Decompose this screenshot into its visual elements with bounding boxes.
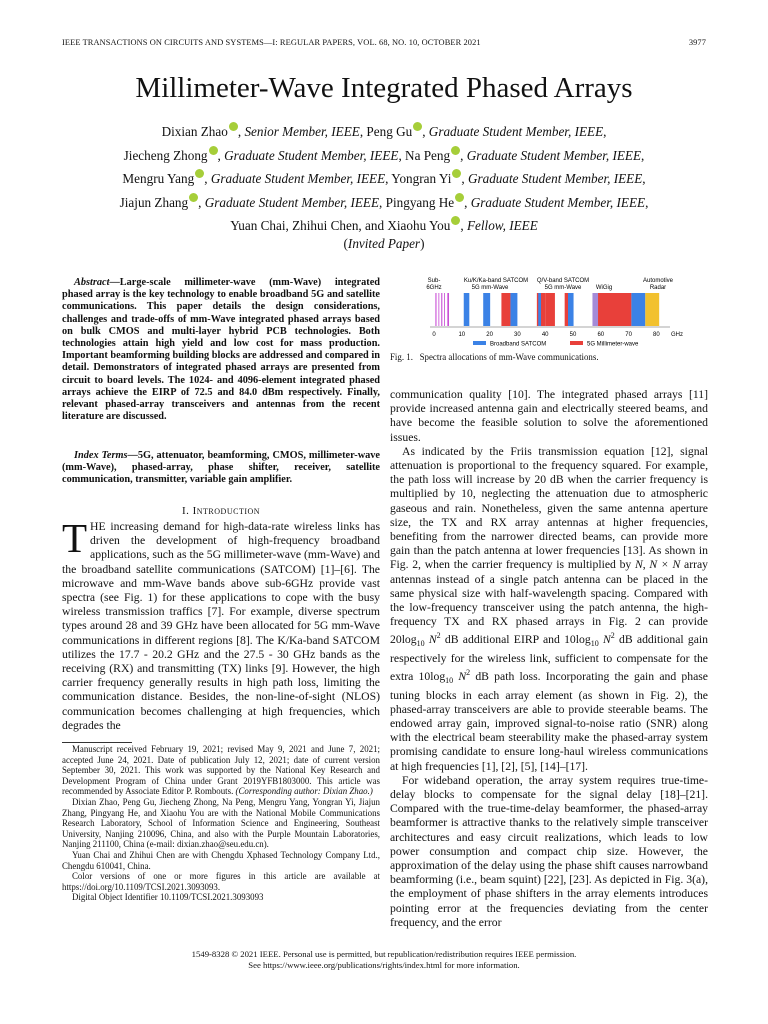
orcid-icon[interactable]	[209, 146, 218, 155]
tick-label: 10	[458, 332, 466, 338]
label-sub6: Sub-6GHz	[426, 278, 442, 291]
footnotes	[62, 744, 380, 903]
label-automotive-radar: Automotive Radar	[642, 278, 674, 291]
spectrum-band	[501, 293, 510, 326]
spectrum-band	[565, 293, 568, 326]
paragraph: communication quality [10]. The integrated phased arrays [11] provide increased antenna gain and electrically steered beams, and have become the feasible solution to solve the aforementioned issues.	[390, 388, 708, 444]
label-wigig: WiGig	[595, 285, 613, 291]
paragraph: As indicated by the Friis transmission equation [12], signal attenuation is proportional to the frequency squared. For example, the path loss will increase by 20 dB when the carrier frequency is multiplied by 10, neglecting the attenuation due to atmospheric gaseous and rain. Nonetheless, given the same antenna aperture size, the TX and RX array antennas at higher frequencies, benefiting from the narrower directed beams, can provide more gain than the patch antenna at lower frequencies [13]. As shown in Fig. 2, when the carrier frequency is multiplied by N, N × N array antennas instead of a single patch antenna can be placed in the same physical size with half-wavelength spacing. Compared with the low-frequency transceiver using the patch antenna, the high-frequency TX and RX phased arrays in Fig. 2 can provide $20\log_{10}$ $N^2$ dB additional EIRP and $10\log_{10}$ $N^2$ dB additional gain respectively for the wireless link, sufficient to compensate for the extra $10\log_{10}$ $N^2$ dB path loss. Incorporating the gain and phase tuning blocks in each array element (as shown in Fig. 2), the phased-array transceivers are able to provide steerable beams. The endowed array gain, improved signal-to-noise ratio (SNR) along with the electrical beam steerability make the phased-array system promising candidate to ensure long-haul wireless communications at high frequencies [1], [2], [5], [14]–[17].	[390, 444, 709, 773]
journal-name: IEEE TRANSACTIONS ON CIRCUITS AND SYSTEMS—I: REGULAR PAPERS, VOL. 68, NO. 10, OCTOBER 2021	[62, 38, 481, 47]
tick-label: 20	[486, 332, 493, 338]
footnote-manuscript: Manuscript received February 19, 2021; revised May 9, 2021 and June 7, 2021; accepted June 24, 2021. Date of publication July 12, 2021; date of current version September 30, 2021. This work was supported by the National Key Research and Development Program of China under Grant 2019YFB1803000. This article was recommended by Associate Editor P. Rombouts. (Corresponding author: Dixian Zhao.)	[62, 744, 380, 797]
tick-label: 40	[541, 332, 549, 338]
index-terms-text: 5G, attenuator, beamforming, CMOS, millimeter-wave (mm-Wave), phased-array, phase shifter, receiver, satellite communication, transmitter, variable gain amplifier.	[62, 450, 380, 486]
copyright-notice: 1549-8328 © 2021 IEEE. Personal use is permitted, but republication/redistribution requires IEEE permission. See https://www.ieee.org/publications/rights/index.html for more information.	[191, 949, 577, 970]
tick-label: 0	[432, 332, 436, 338]
author-entry: Yuan Chai, Zhihui Chen, and Xiaohu You , Fellow, IEEE	[230, 218, 538, 234]
orcid-icon[interactable]	[195, 169, 204, 178]
tick-label: 50	[569, 332, 577, 338]
frequency-ticks	[432, 332, 660, 338]
spectrum-band	[438, 293, 439, 326]
drop-cap: T	[62, 515, 88, 561]
figure-1-caption: Fig. 1. Spectra allocations of mm-Wave communications.	[390, 352, 599, 362]
legend-swatch-mmwave	[570, 341, 583, 345]
legend-satcom: Broadband SATCOM	[490, 341, 547, 348]
footnote-affiliation: Dixian Zhao, Peng Gu, Jiecheng Zhong, Na Peng, Mengru Yang, Yongran Yi, Jiajun Zhang, Pingyang He, and Xiaohu You are with the National Mobile Communications Research Laboratory, School of Information Science and Engineering, Southeast University, Nanjing 210096, China, and also with the Purple Mountain Laboratories, Nanjing 211100, China (e-mail: dixian.zhao@seu.edu.cn).	[62, 796, 380, 850]
author-entry: Pingyang He , Graduate Student Member, IEEE,	[385, 194, 649, 210]
page-number: 3977	[688, 38, 706, 47]
right-column-text	[390, 388, 708, 930]
label-5g-mmwave-2: 5G mm-Wave	[544, 285, 582, 291]
legend-swatch-satcom	[473, 341, 486, 345]
section-heading: I. Introduction	[181, 505, 261, 517]
spectrum-band	[598, 293, 631, 326]
spectrum-band	[447, 293, 449, 326]
orcid-icon[interactable]	[451, 146, 460, 155]
tick-label: 60	[597, 332, 605, 338]
orcid-icon[interactable]	[229, 122, 238, 131]
spectrum-band	[483, 293, 490, 326]
spectrum-band	[464, 293, 470, 326]
spectrum-band	[545, 293, 555, 326]
axis-unit: GHz	[671, 332, 683, 338]
invited-paper-note: (Invited Paper)	[343, 236, 425, 251]
label-ku-k-ka-satcom: Ku/K/Ka-band SATCOM	[463, 278, 529, 284]
figure-1-spectrum	[420, 276, 690, 356]
tick-label: 70	[625, 332, 632, 338]
spectrum-band	[631, 293, 645, 326]
author-entry: Jiecheng Zhong , Graduate Student Member, IEEE,	[123, 147, 406, 163]
author-entry: Peng Gu , Graduate Student Member, IEEE,	[366, 124, 607, 139]
abstract-text: Large-scale millimeter-wave (mm-Wave) integrated phased array is the key technology to enable broadband 5G and satellite communications. This paper details the design considerations, challenges and trade-offs of mm-Wave integrated phased arrays based on bulk CMOS and multi-layer hybrid PCB technologies. Both technologies attain high yield and low cost for mass production. Important beamforming building blocks are addressed and compared in detail. Demonstrators of integrated phased arrays are presented from circuit to board levels. The 1024- and 4096-element integrated phased arrays achieve the EIRP of 72.5 and 84.0 dBm respectively. Finally, relevant phased-array transceivers and antennas from the recent literature are discussed.	[62, 277, 380, 423]
running-head	[62, 38, 706, 47]
label-qv-satcom: Q/V-band SATCOM	[536, 278, 590, 284]
tick-label: 80	[653, 332, 660, 338]
author-entry: Mengru Yang , Graduate Student Member, IEEE,	[122, 171, 392, 187]
spectrum-band	[510, 293, 517, 326]
intro-paragraph: THE increasing demand for high-data-rate wireless links has driven the development of high-frequency broadband applications, such as the 5G millimeter-wave (mm-Wave) and the broadband satellite communications (SATCOM) [1]–[6]. The microwave and mm-Wave bands above sub-6GHz provide vast spectra (see Fig. 1) for these applications to cope with the busy wireless transmission traffics [7]. For example, diverse spectrum types around 28 and 39 GHz have been allocated for 5G mm-Wave communications in different regions [8]. The K/Ka-band SATCOM utilizes the 17.7 - 20.2 GHz and the 27.5 - 30 GHz bands as the receiving (RX) and transmitting (TX) links [9]. However, the high carrier frequency generally results in high path loss, limiting the communication distance. Besides, the non-line-of-sight (NLOS) communication becomes challenging at high frequencies, which degrades the	[62, 515, 380, 732]
abstract-label: Abstract	[74, 277, 110, 288]
author-list	[70, 120, 698, 238]
spectrum-band	[441, 293, 442, 326]
abstract: Abstract—Large-scale millimeter-wave (mm-Wave) integrated phased array is the key technology to enable broadband 5G and satellite communications. This paper details the design considerations, challenges and trade-offs of mm-Wave integrated phased arrays based on bulk CMOS and multi-layer hybrid PCB technologies. Both technologies attain high yield and low cost for mass production. Important beamforming building blocks are addressed and compared in detail. Demonstrators of integrated phased arrays are presented from circuit to board levels. The 1024- and 4096-element integrated phased arrays achieve the EIRP of 72.5 and 84.0 dBm respectively. Finally, relevant phased-array transceivers and antennas from the recent literature are discussed.	[62, 277, 380, 423]
paper-title: Millimeter-Wave Integrated Phased Arrays	[135, 72, 633, 104]
label-5g-mmwave-1: 5G mm-Wave	[471, 285, 509, 291]
orcid-icon[interactable]	[189, 193, 198, 202]
spectrum-band	[444, 293, 445, 326]
orcid-icon[interactable]	[452, 169, 461, 178]
orcid-icon[interactable]	[451, 216, 460, 225]
footnote-doi: Digital Object Identifier 10.1109/TCSI.2021.3093093	[72, 892, 264, 903]
author-entry: Yongran Yi , Graduate Student Member, IEEE,	[391, 171, 646, 187]
author-entry: Na Peng , Graduate Student Member, IEEE,	[405, 147, 645, 163]
footnote-divider	[62, 742, 132, 743]
spectrum-band	[592, 293, 598, 326]
index-terms-label: Index Terms	[74, 450, 128, 461]
author-entry: Jiajun Zhang , Graduate Student Member, IEEE,	[119, 194, 386, 210]
footnote-color-versions: Color versions of one or more figures in this article are available at https://doi.org/10.1109/TCSI.2021.3093093.	[62, 871, 380, 892]
index-terms: Index Terms—5G, attenuator, beamforming, CMOS, millimeter-wave (mm-Wave), phased-array, phase shifter, receiver, satellite communication, transmitter, variable gain amplifier.	[62, 450, 380, 486]
legend-mmwave: 5G Millimeter-wave	[587, 341, 639, 348]
tick-label: 30	[514, 332, 521, 338]
author-entry: Dixian Zhao , Senior Member, IEEE,	[161, 124, 367, 139]
spectrum-bands	[435, 293, 659, 326]
footnote-affiliation-2: Yuan Chai and Zhihui Chen are with Chengdu Xphased Technology Company Ltd., Chengdu 610041, China.	[62, 849, 380, 871]
spectrum-band	[645, 293, 659, 326]
orcid-icon[interactable]	[413, 122, 422, 131]
spectrum-band	[538, 293, 541, 326]
spectrum-band	[435, 293, 436, 326]
spectrum-band	[537, 293, 545, 326]
paragraph: For wideband operation, the array system requires true-time-delay blocks to compensate for the signal delay [18]–[21]. Compared with the true-time-delay beamformer, the phased-array beamformer is attractive thanks to the relatively simple transceiver architectures and easy circuit realizations, which leads to low power consumption and compact chip size. However, the approximation of the delay using the phase shift causes narrowband beamforming (i.e., beam squint) [22], [23]. As depicted in Fig. 3(a), the employment of phase shifters in the array elements introduces pointing error at the frequencies deviating from the center frequency, and the error	[390, 773, 708, 929]
orcid-icon[interactable]	[455, 193, 464, 202]
